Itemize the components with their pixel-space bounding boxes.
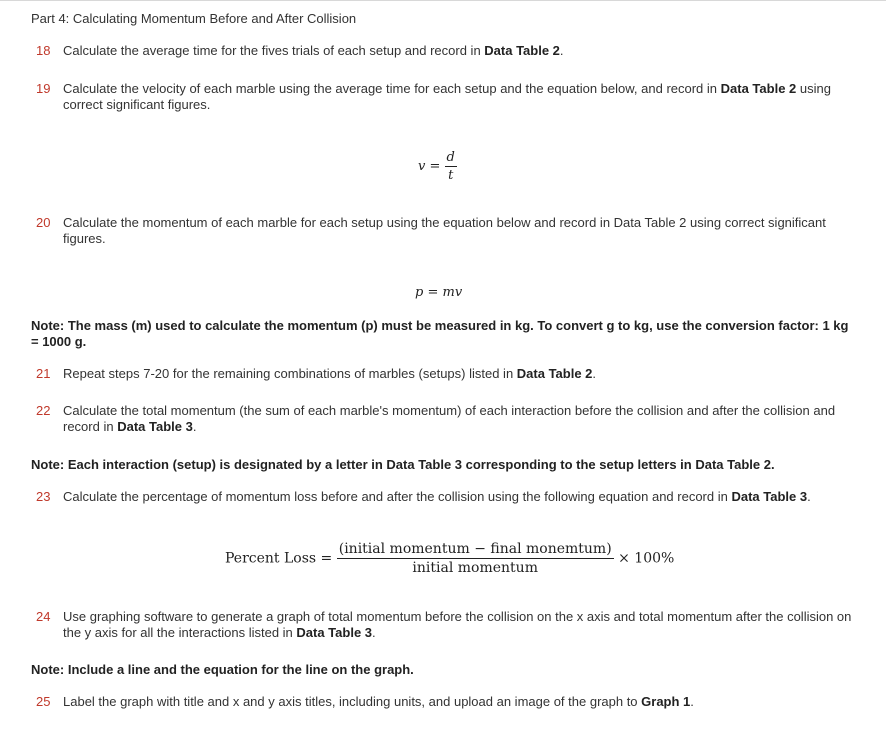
percent-loss-equation: Percent Loss = $\frac{\text{(initial momentum − final monemtum)}}{\text{initial momentum}}$ × 100% <box>225 541 675 576</box>
step-number: 22 <box>36 403 51 418</box>
step-text: Calculate the total momentum (the sum of each marble's momentum) of each interaction before the collision and after the collision and record in Data Table 3. <box>63 403 836 434</box>
note-graph-line: Note: Include a line and the equation for the line on the graph. <box>31 662 414 677</box>
step-number: 23 <box>36 489 51 504</box>
step-number: 20 <box>36 215 51 230</box>
note-setup-letters: Note: Each interaction (setup) is designated by a letter in Data Table 3 corresponding to the setup letters in Data Table 2. <box>31 457 775 472</box>
step-20 <box>36 215 856 247</box>
part-title: Part 4: Calculating Momentum Before and After Collision <box>31 11 357 26</box>
step-number: 21 <box>36 366 51 381</box>
step-text: Use graphing software to generate a graph of total momentum before the collision on the x axis and total momentum after the collision on the y axis for all the interactions listed in Data Table 3. <box>63 609 852 640</box>
step-text: Repeat steps 7-20 for the remaining combinations of marbles (setups) listed in Data Table 2. <box>63 366 597 381</box>
step-text: Calculate the velocity of each marble using the average time for each setup and the equation below, and record in Data Table 2 using correct significant figures. <box>63 81 831 112</box>
step-number: 19 <box>36 81 51 96</box>
top-divider <box>0 0 886 1</box>
step-number: 18 <box>36 43 51 58</box>
momentum-equation: p = mv <box>415 285 463 300</box>
step-number: 25 <box>36 694 51 709</box>
step-24 <box>36 609 856 641</box>
velocity-equation: v = $\frac{d}{t}$ <box>418 150 455 183</box>
step-text: Label the graph with title and x and y axis titles, including units, and upload an image of the graph to Graph 1. <box>63 694 694 709</box>
step-19 <box>36 81 856 113</box>
step-text: Calculate the momentum of each marble for each setup using the equation below and record in Data Table 2 using correct significant figures. <box>63 215 826 246</box>
step-22 <box>36 403 856 435</box>
step-21 <box>36 366 856 382</box>
step-23 <box>36 489 856 505</box>
note-mass-units: Note: The mass (m) used to calculate the momentum (p) must be measured in kg. To convert g to kg, use the conversion factor: 1 kg = 1000 g. <box>31 318 849 349</box>
step-18 <box>36 43 856 59</box>
step-text: Calculate the percentage of momentum loss before and after the collision using the following equation and record in Data Table 3. <box>63 489 811 504</box>
step-text: Calculate the average time for the fives trials of each setup and record in Data Table 2. <box>63 43 564 58</box>
step-number: 24 <box>36 609 51 624</box>
step-25 <box>36 694 856 710</box>
